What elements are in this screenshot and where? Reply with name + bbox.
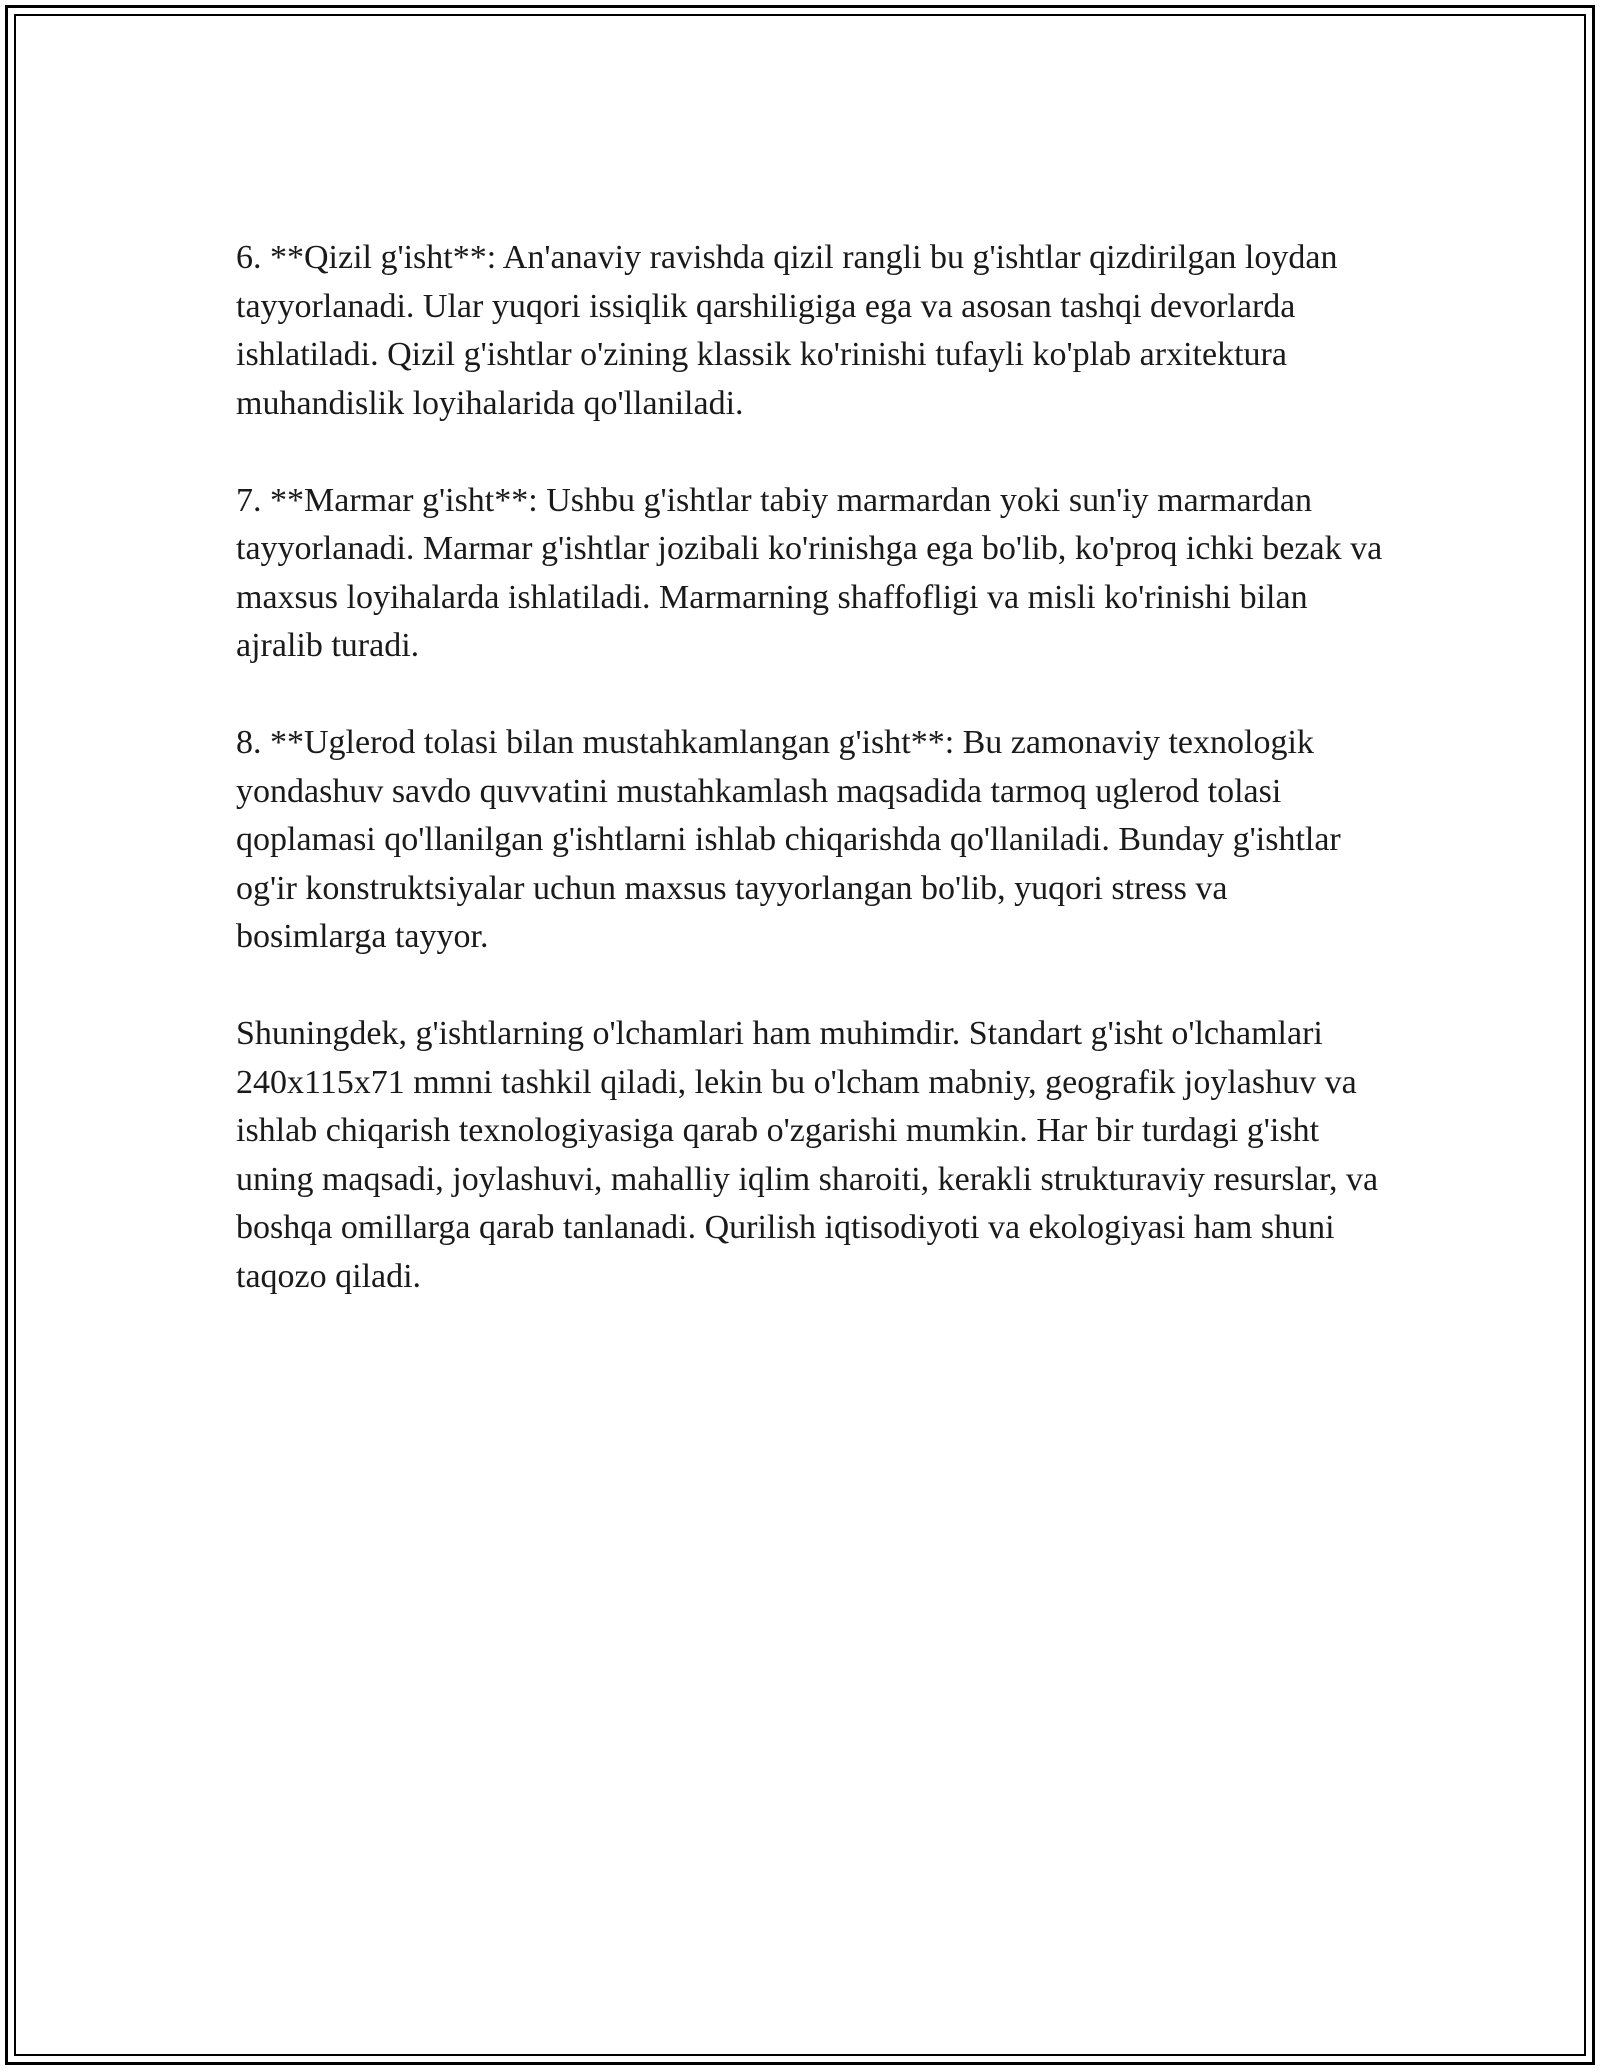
paragraph-olchamlar: Shuningdek, g'ishtlarning o'lchamlari ham muhimdir. Standart g'isht o'lchamlari 240x115x71 mmni tashkil qiladi, lekin bu o'lcham mabniy, geografik joylashuv va ishlab chiqarish texnologiyasiga qarab o'zgarishi mumkin. Har bir turdagi g'isht uning maqsadi, joylashuvi, mahalliy iqlim sharoiti, kerakli strukturaviy resurslar, va boshqa omillarga qarab tanlanadi. Qurilish iqtisodiyoti va ekologiyasi ham shuni taqozo qiladi. xyxy=(236,1015,1379,1295)
paragraph-qizil-gisht: 6. **Qizil g'isht**: An'anaviy ravishda qizil rangli bu g'ishtlar qizdirilgan loydan tayyorlanadi. Ular yuqori issiqlik qarshiligiga ega va asosan tashqi devorlarda ishlatiladi. Qizil g'ishtlar o'zining klassik ko'rinishi tufayli ko'plab arxitektura muhandislik loyihalarida qo'llaniladi. xyxy=(236,239,1338,422)
document-body xyxy=(236,234,1386,1301)
paragraph-marmar-gisht: 7. **Marmar g'isht**: Ushbu g'ishtlar tabiy marmardan yoki sun'iy marmardan tayyorlanadi. Marmar g'ishtlar jozibali ko'rinishga ega bo'lib, ko'proq ichki bezak va maxsus loyihalarda ishlatiladi. Marmarning shaffofligi va misli ko'rinishi bilan ajralib turadi. xyxy=(236,481,1383,664)
paragraph-uglerod-gisht: 8. **Uglerod tolasi bilan mustahkamlangan g'isht**: Bu zamonaviy texnologik yondashuv savdo quvvatini mustahkamlash maqsadida tarmoq uglerod tolasi qoplamasi qo'llanilgan g'ishtlarni ishlab chiqarishda qo'llaniladi. Bunday g'ishtlar og'ir konstruktsiyalar uchun maxsus tayyorlangan bo'lib, yuqori stress va bosimlarga tayyor. xyxy=(236,724,1341,955)
